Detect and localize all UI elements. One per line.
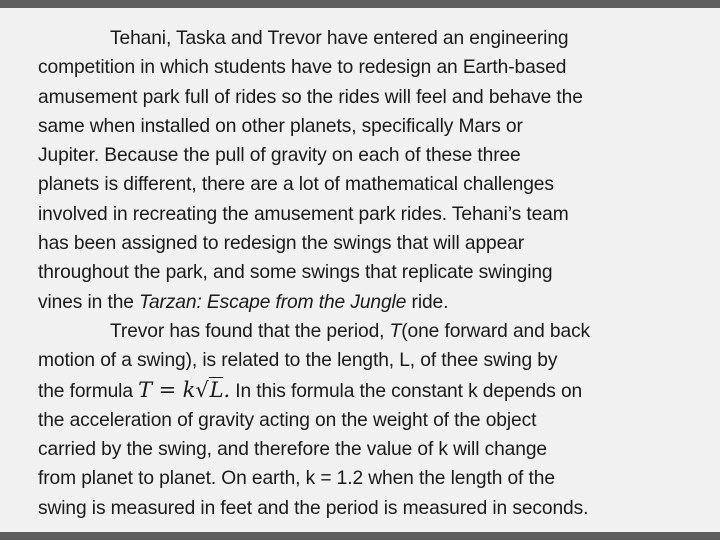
period-variable: T [389, 320, 402, 342]
text-run: Tehani, Taska and Trevor have entered an engineering [110, 28, 569, 49]
radicand: L [209, 377, 224, 402]
text-line: motion of a swing), is related to the length, L, of thee swing by [38, 350, 558, 372]
text-run: the formula [38, 380, 139, 402]
formula-period: . [223, 377, 231, 402]
text-line: involved in recreating the amusement park rides. Tehani’s team [38, 203, 569, 225]
text-line [38, 317, 688, 346]
square-root [195, 376, 223, 405]
text-line: throughout the park, and some swings that replicate swinging [38, 262, 553, 284]
radical-sign: √ [195, 377, 209, 402]
text-line [38, 376, 688, 406]
formula-lhs: T = k [138, 377, 196, 402]
text-line: amusement park full of rides so the rides will feel and behave the [38, 86, 583, 108]
text-line: swing is measured in feet and the period is measured in seconds. [38, 497, 589, 519]
text-line [38, 24, 688, 53]
text-line: the acceleration of gravity acting on the weight of the object [38, 409, 537, 431]
period-formula [138, 378, 230, 402]
text-line: same when installed on other planets, specifically Mars or [38, 115, 523, 137]
text-run: (one forward and back [401, 320, 591, 342]
text-line: planets is different, there are a lot of mathematical challenges [38, 174, 554, 196]
paragraph-formula [38, 317, 688, 523]
document-body [38, 24, 688, 523]
text-run: Trevor has found that the period, [110, 320, 390, 342]
text-run: vines in the [38, 291, 140, 313]
text-line: from planet to planet. On earth, k = 1.2 when the length of the [38, 468, 555, 490]
text-line: has been assigned to redesign the swings that will appear [38, 233, 525, 255]
text-line: carried by the swing, and therefore the value of k will change [38, 439, 547, 461]
text-line [38, 288, 688, 317]
text-run: ride. [406, 291, 449, 313]
paragraph-intro [38, 24, 688, 317]
ride-title: Tarzan: Escape from the Jungle [139, 291, 407, 313]
text-line: Jupiter. Because the pull of gravity on each of these three [38, 145, 521, 167]
slide-page [0, 8, 720, 532]
text-line: competition in which students have to redesign an Earth-based [38, 57, 567, 79]
text-run: In this formula the constant k depends on [230, 380, 583, 402]
